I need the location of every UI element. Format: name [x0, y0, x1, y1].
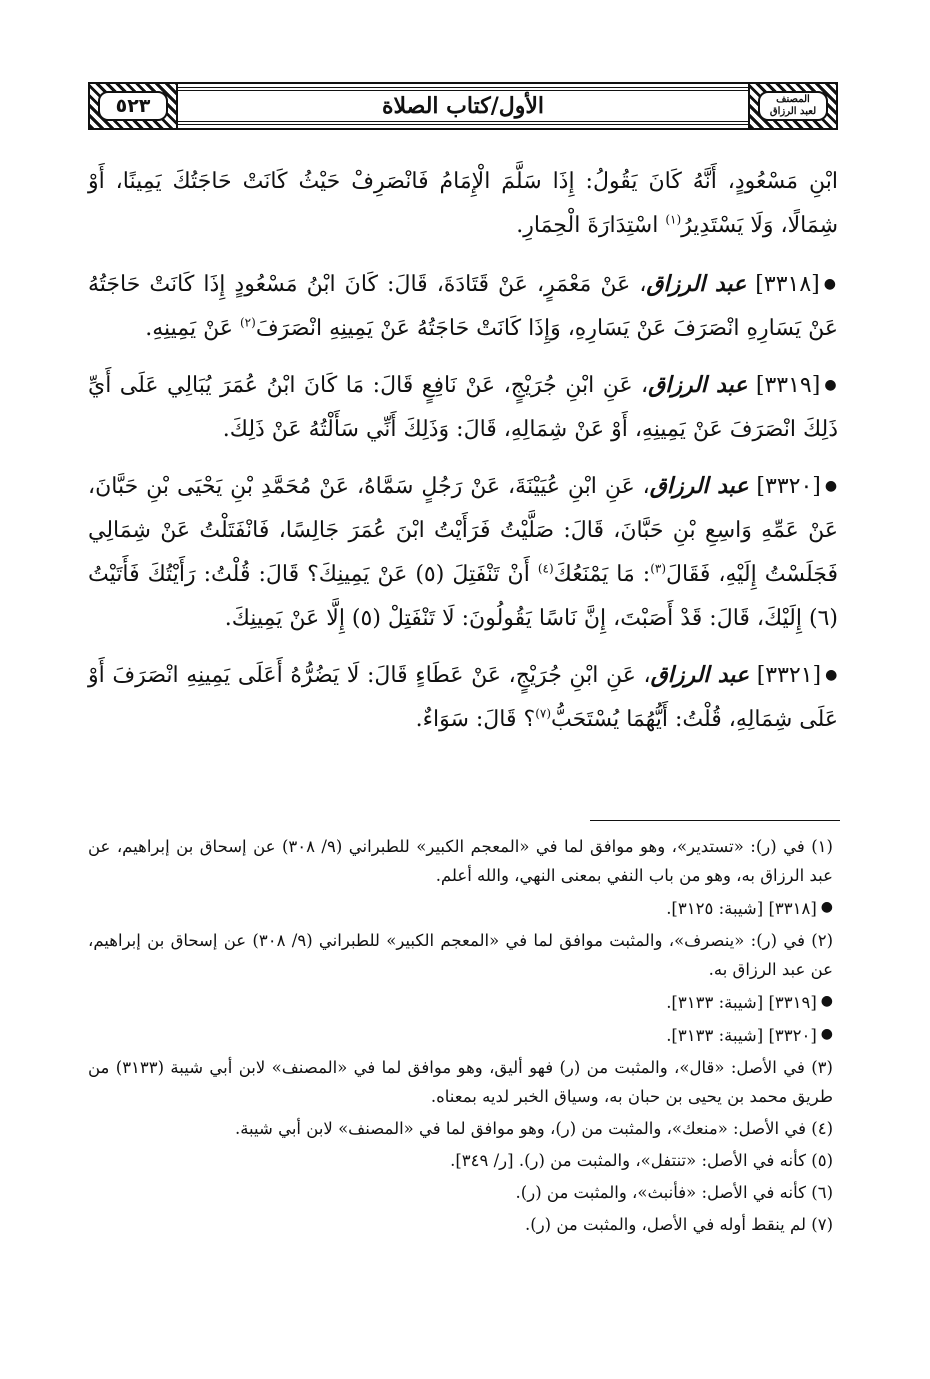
main-text [88, 160, 838, 754]
footnote: (٤) في الأصل: «منعك»، والمثبت من (ر)، وهو موافق لما في «المصنف» لابن أبي شيبة. [234, 1119, 833, 1138]
page-number: ٥٢٣ [115, 95, 151, 117]
narrator-name: عبد الرزاق [648, 372, 748, 398]
source-reference: ●[٣٣٢٠] [شيبة: ٣١٣٣]. [666, 1026, 833, 1045]
continuation-paragraph: ابْنِ مَسْعُودٍ، أَنَّهُ كَانَ يَقُولُ: إِذَا سَلَّمَ الْإِمَامُ فَانْصَرِفْ حَيْثُ كَانَتْ حَاجَتُكَ يَمِينًا، أَوْ شِمَالًا، وَلَا يَسْتَدِيرُ$^{(١)}$ اسْتِدَارَةَ الْحِمَارِ. [88, 169, 838, 238]
footnote: (٦) كأنه في الأصل: «فأنبث»، والمثبت من (ر). [515, 1183, 833, 1202]
hadith-entry: ●[٣٣١٩] عبد الرزاق، عَنِ ابْنِ جُرَيْجٍ، عَنْ نَافِعٍ قَالَ: مَا كَانَ ابْنُ عُمَرَ يُبَالِي عَلَى أَيِّ ذَلِكَ انْصَرَفَ عَنْ يَمِينِهِ، أَوْ عَنْ شِمَالِهِ، قَالَ: وَذَلِكَ أَنِّي سَأَلْتُهُ عَنْ ذَلِكَ. [88, 372, 839, 442]
footnote: (٣) في الأصل: «قال»، والمثبت من (ر) فهو أليق، وهو موافق لما في «المصنف» لابن أبي شيبة (٣١٣٣) من طريق محمد بن يحيى بن حبان به، وسياق الخبر لديه بمعناه. [88, 1058, 833, 1106]
footnote-ref: (٢) [239, 315, 256, 330]
bullet-icon: ● [820, 899, 833, 915]
hadith-entry: ●[٣٣٢٠] عبد الرزاق، عَنِ ابْنِ عُيَيْنَةَ، عَنْ رَجُلٍ سَمَّاهُ، عَنْ مُحَمَّدِ بْنِ يَحْيَى بْنِ حَبَّانَ، عَنْ عَمِّهِ وَاسِعِ بْنِ حَبَّانَ، قَالَ: صَلَّيْتُ فَرَأَيْتُ ابْنَ عُمَرَ جَالِسًا، فَانْفَتَلْتُ عَنْ شِمَالِي فَجَلَسْتُ إِلَيْهِ، فَقَالَ$^{(٣)}$: مَا يَمْنَعُكَ$^{(٤)}$ أَنْ تَنْفَتِلَ (٥) عَنْ يَمِينِكَ؟ قَالَ: قُلْتُ: رَأَيْتُكَ فَأَتَيْتُ (٦) إِلَيْكَ، قَالَ: قَدْ أَصَبْتَ، إِنَّ نَاسًا يَقُولُونَ: لَا تَنْفَتِلْ (٥) إِلَّا عَنْ يَمِينِكَ. [88, 473, 839, 631]
page-header [88, 82, 838, 130]
footnote-ref: (١) [665, 212, 682, 227]
book-logo: المصنف لعبد الرزاق [769, 94, 817, 117]
footnote-ref: (٧) [535, 706, 552, 721]
bullet-icon: ● [824, 377, 839, 393]
source-reference: ●[٣٣١٩] [شيبة: ٣١٣٣]. [666, 993, 833, 1012]
entry-number: [٣٣١٩] [755, 373, 821, 398]
narrator-name: عبد الرزاق [650, 662, 750, 688]
footnote: (٢) في (ر): «ينصرف»، والمثبت موافق لما في «المعجم الكبير» للطبراني (٩/ ٣٠٨) عن إسحاق بن إبراهيم، عن عبد الرزاق به. [88, 931, 833, 979]
footnote-ref: (٤) [537, 561, 554, 576]
source-reference: ●[٣٣١٨] [شيبة: ٣١٢٥]. [666, 899, 833, 918]
hadith-entry: ●[٣٣١٨] عبد الرزاق، عَنْ مَعْمَرٍ، عَنْ قَتَادَةَ، قَالَ: كَانَ ابْنُ مَسْعُودٍ إِذَا كَانَتْ حَاجَتُهُ عَنْ يَسَارِهِ انْصَرَفَ عَنْ يَسَارِهِ، وَإِذَا كَانَتْ حَاجَتُهُ عَنْ يَمِينِهِ انْصَرَفَ$^{(٢)}$ عَنْ يَمِينِهِ. [88, 271, 839, 341]
footnote-separator [590, 820, 840, 821]
bullet-icon: ● [820, 993, 833, 1009]
footnote: (٧) لم ينقط أوله في الأصل، والمثبت من (ر). [525, 1215, 833, 1234]
entry-number: [٣٣١٨] [755, 272, 820, 297]
footnote: (٥) كأنه في الأصل: «تنتفل»، والمثبت من (ر). [ر/ ٣٤٩]. [450, 1151, 833, 1170]
entry-number: [٣٣٢١] [756, 663, 822, 688]
running-title-band [178, 87, 748, 125]
narrator-name: عبد الرزاق [649, 473, 749, 499]
footnote: (١) في (ر): «تستدير»، وهو موافق لما في «المعجم الكبير» للطبراني (٩/ ٣٠٨) عن إسحاق بن إبراهيم، عن عبد الرزاق به، وهو من باب النفي بمعنى النهي، والله أعلم. [88, 837, 833, 885]
entry-number: [٣٣٢٠] [756, 474, 821, 499]
footnote-ref: (٣) [650, 561, 667, 576]
running-title: الأول/كتاب الصلاة [381, 93, 545, 119]
hadith-entry: ●[٣٣٢١] عبد الرزاق، عَنِ ابْنِ جُرَيْجٍ، عَنْ عَطَاءٍ قَالَ: لَا يَضُرُّهُ أَعَلَى يَمِينِهِ انْصَرَفَ أَوْ عَلَى شِمَالِهِ، قُلْتُ: أَيُّهُمَا يُسْتَحَبُّ$^{(٧)}$؟ قَالَ: سَوَاءٌ. [88, 662, 839, 732]
book-logo-cartouche [748, 84, 836, 128]
page-number-cartouche [90, 84, 178, 128]
narrator-name: عبد الرزاق [646, 271, 747, 297]
footnotes-section [88, 832, 833, 1242]
bullet-icon: ● [824, 478, 839, 494]
bullet-icon: ● [825, 667, 839, 683]
bullet-icon: ● [823, 276, 839, 292]
bullet-icon: ● [820, 1026, 833, 1042]
